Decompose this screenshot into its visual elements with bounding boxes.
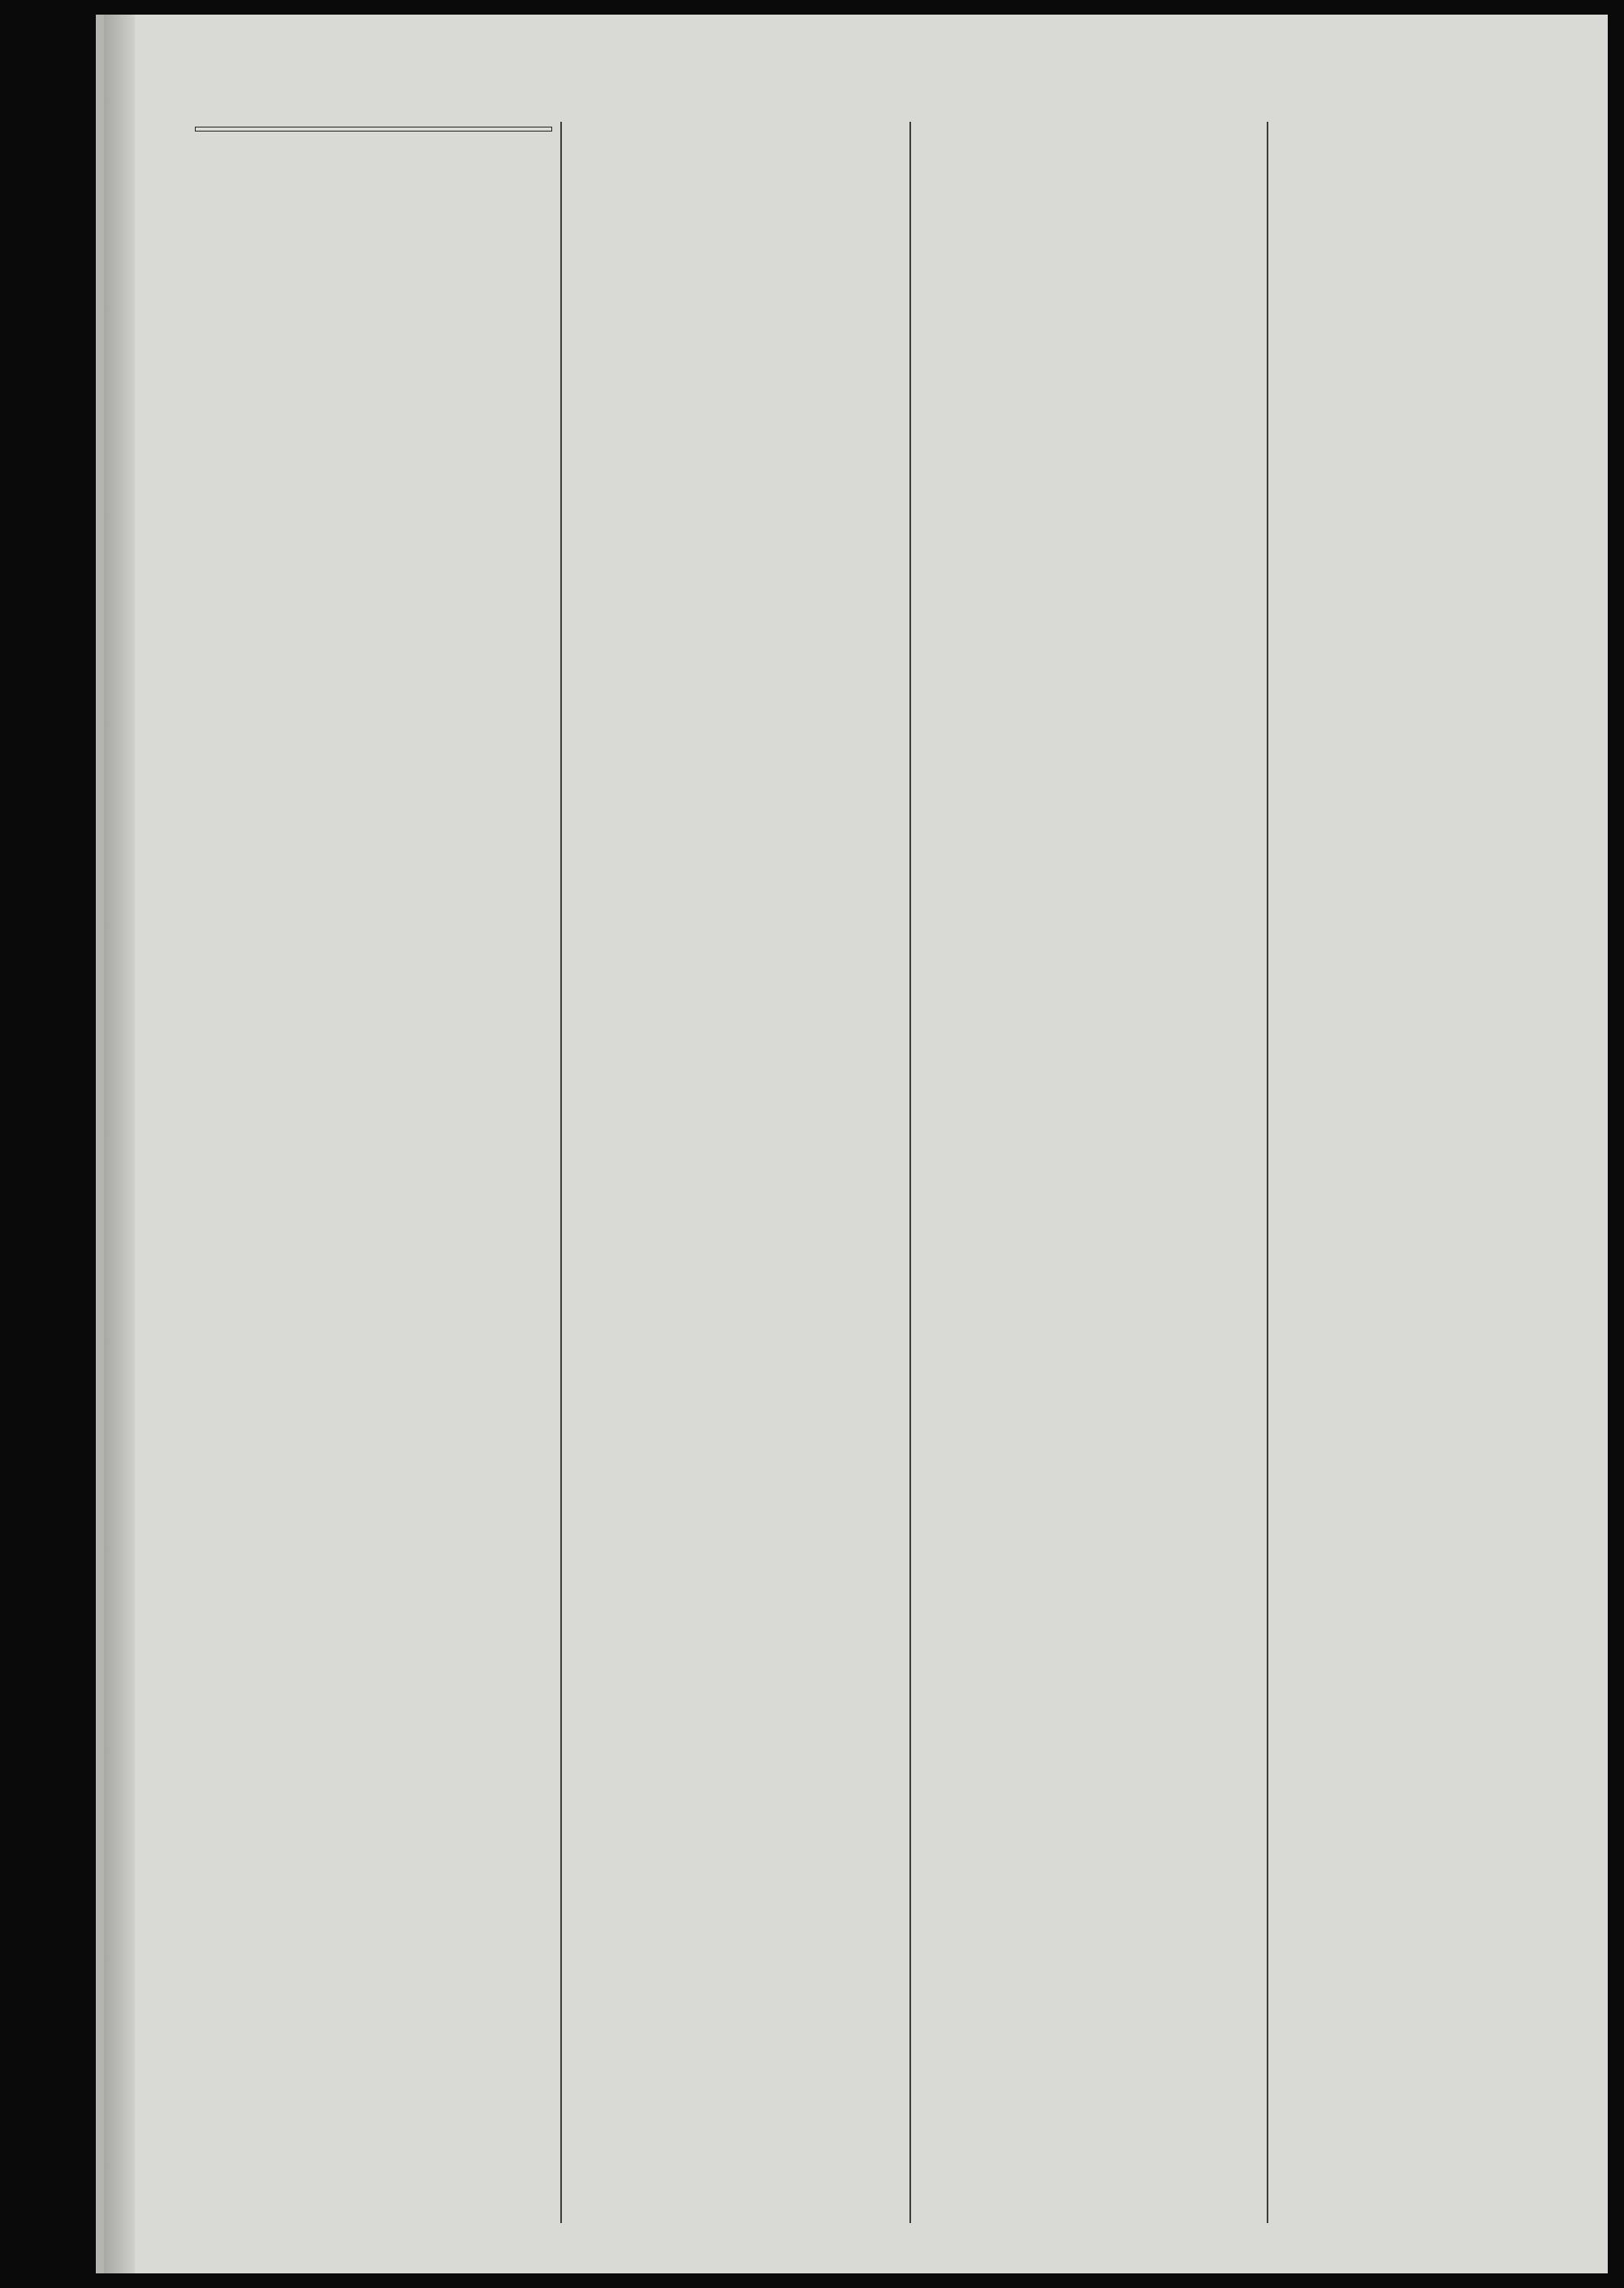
glashartguss-box-heading xyxy=(195,127,552,132)
column-3 xyxy=(918,122,1259,2239)
column-rule xyxy=(1267,122,1268,2223)
column-2 xyxy=(568,122,901,2239)
page-binding-edge xyxy=(104,15,135,2273)
column-rule xyxy=(909,122,911,2223)
column-rule xyxy=(560,122,562,2223)
column-4 xyxy=(1275,122,1608,2239)
column-1 xyxy=(195,122,552,2239)
